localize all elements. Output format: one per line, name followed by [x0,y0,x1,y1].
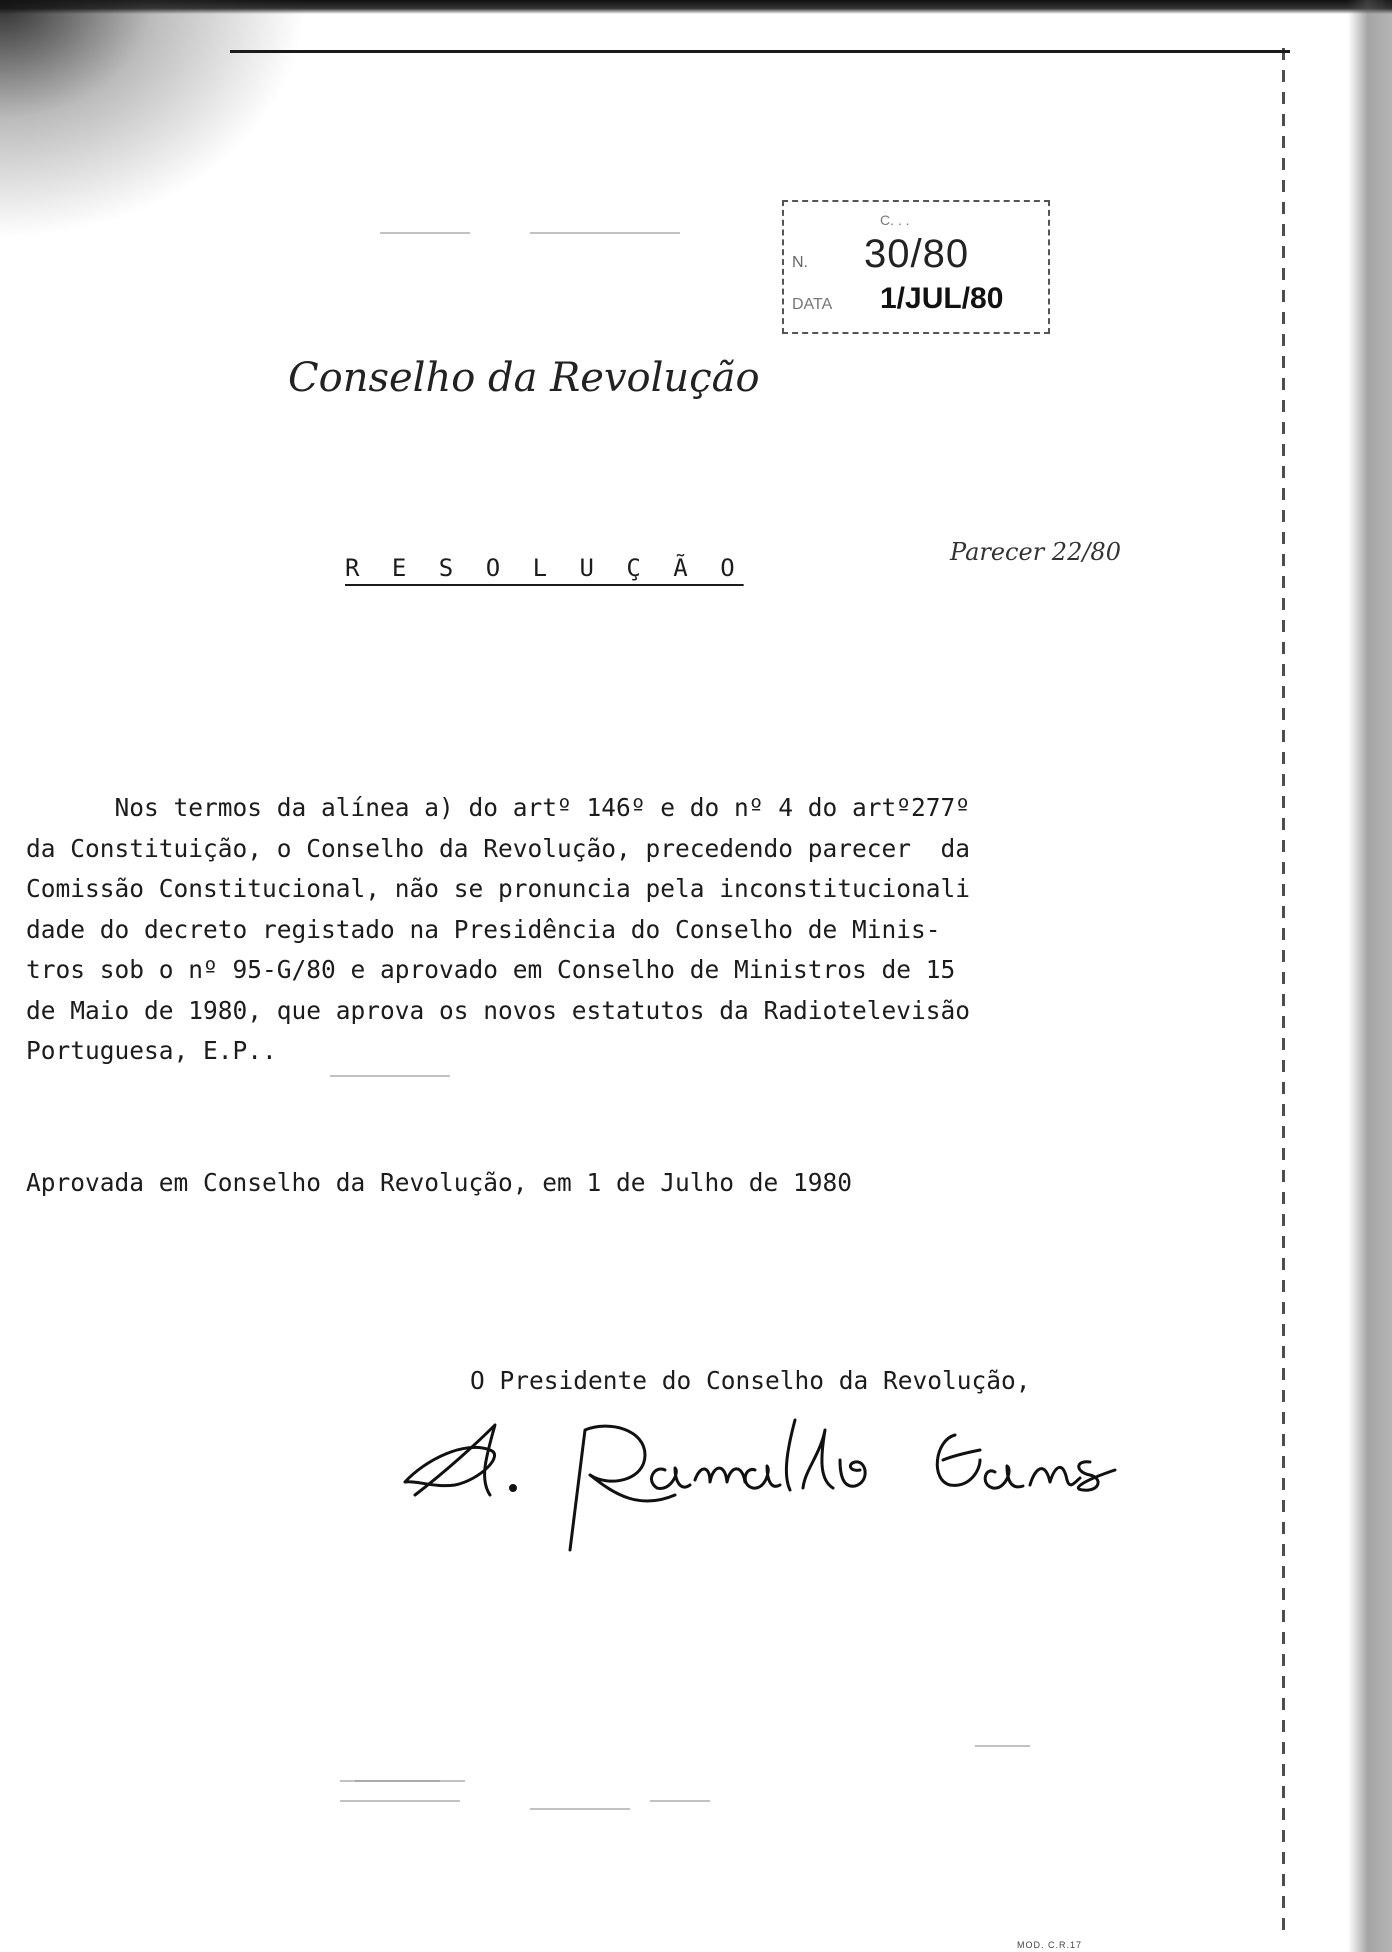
scan-fold-line [1282,48,1285,1938]
form-code: MOD. C.R.17 [1017,1940,1083,1950]
registry-stamp [782,200,1050,334]
stamp-top-text: C. . . [880,212,910,228]
scan-speck [975,1745,1030,1747]
scan-speck [530,232,680,234]
stamp-number: 30/80 [864,232,970,276]
scan-right-edge [1348,0,1392,1952]
body-line: de Maio de 1980, que aprova os novos estatutos da Radiotelevisão [26,995,971,1025]
body-line: da Constituição, o Conselho da Revolução, precedendo parecer da [26,833,971,863]
scan-top-rule [230,50,1290,53]
body-line: Portuguesa, E.P.. [26,1036,277,1065]
body-paragraph [26,788,1136,1072]
stamp-number-label: N. [792,254,808,271]
scan-speck [355,1780,465,1782]
body-line: Comissão Constitucional, não se pronuncia pela inconstitucionali [26,874,971,903]
body-line: Nos termos da alínea a) do artº 146º e do nº 4 do artº277º [26,793,971,822]
scan-speck [380,232,470,234]
scan-speck [330,1075,450,1077]
stamp-date-label: DATA [792,296,833,313]
handwritten-annotation: Parecer 22/80 [950,538,1121,566]
scan-corner-shadow [0,0,360,280]
document-title: R E S O L U Ç Ã O [345,554,744,582]
letterhead: Conselho da Revolução [288,355,760,401]
body-line: dade do decreto registado na Presidência do Conselho de Minis- [26,914,941,944]
stamp-date: 1/JUL/80 [880,282,1004,315]
signatory-title: O Presidente do Conselho da Revolução, [470,1366,1031,1395]
scan-speck [650,1800,710,1802]
scan-speck [340,1800,460,1802]
approval-line: Aprovada em Conselho da Revolução, em 1 de Julho de 1980 [26,1168,853,1197]
body-line: tros sob o nº 95-G/80 e aprovado em Conselho de Ministros de 15 [26,955,956,984]
scan-speck [530,1808,630,1810]
handwritten-signature [395,1400,1175,1580]
